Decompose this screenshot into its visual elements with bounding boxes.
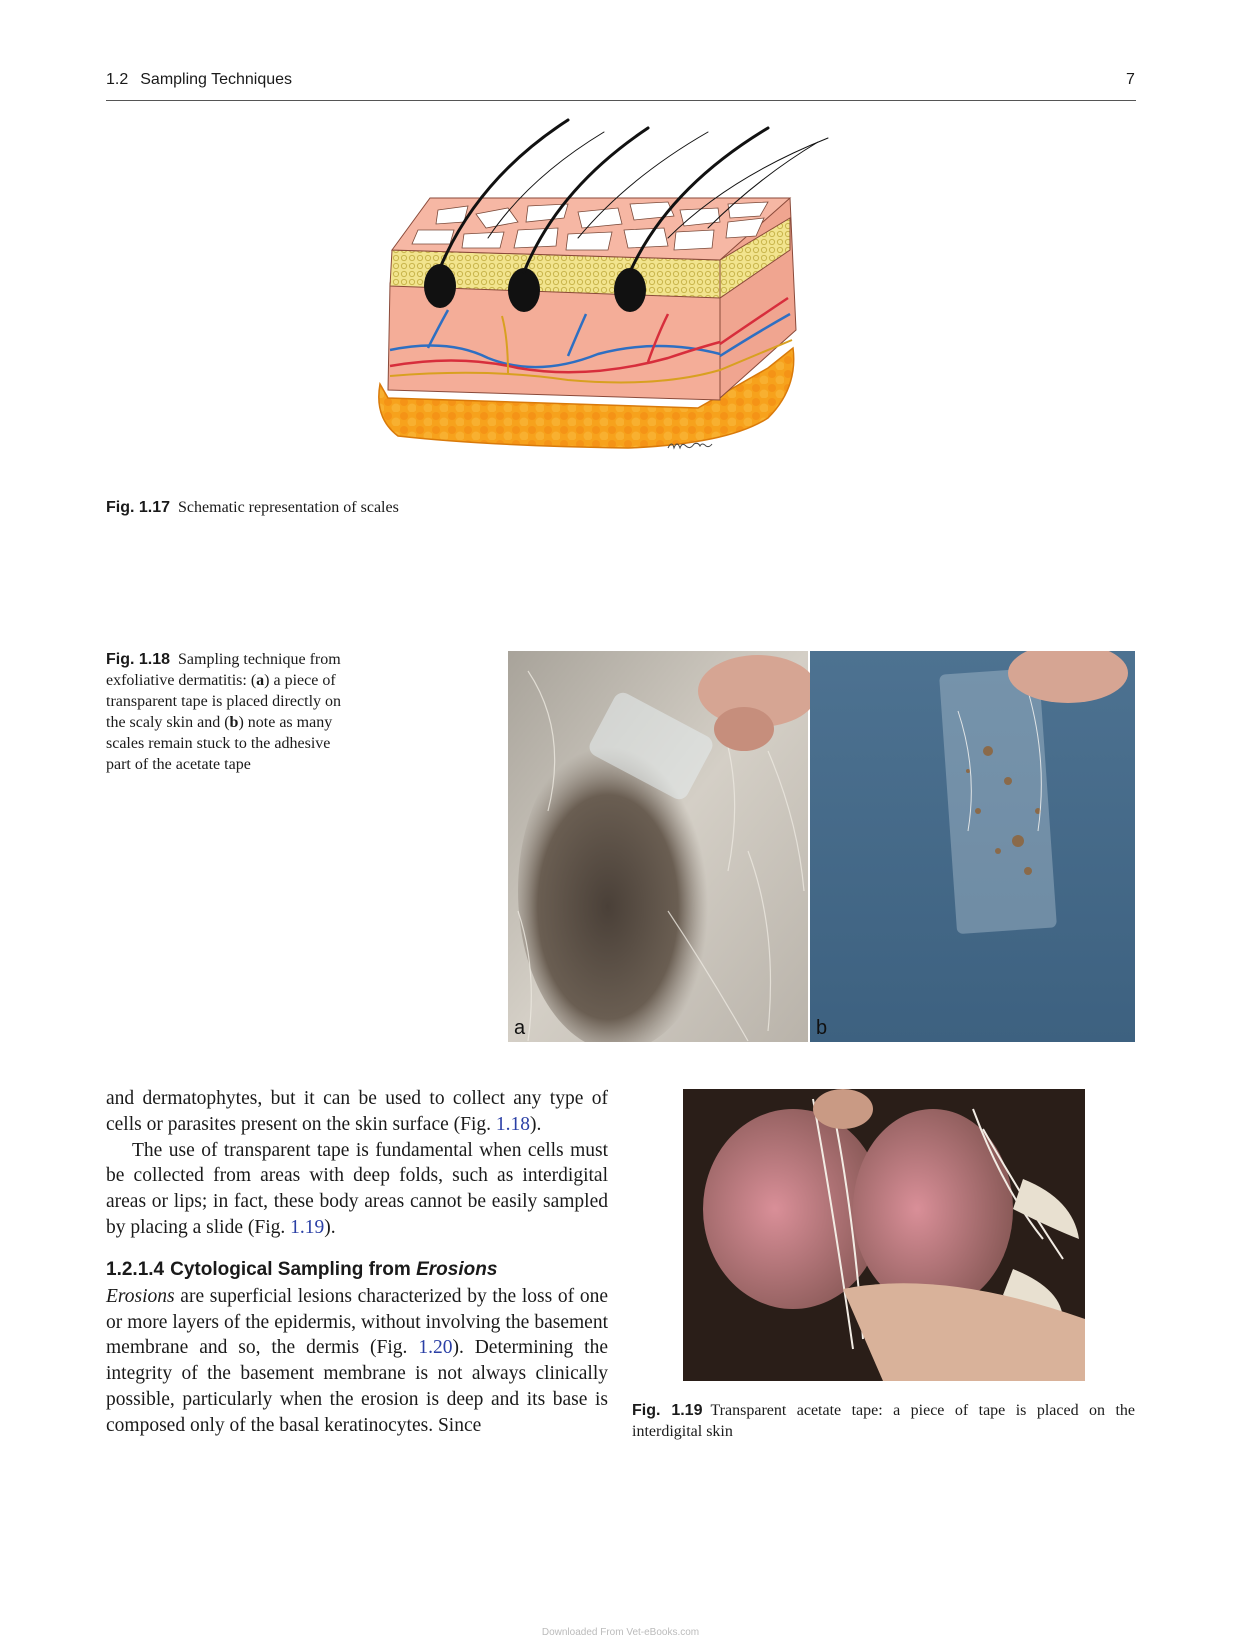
figure-label: Fig. 1.17: [106, 499, 171, 516]
figure-caption: Fig. 1.18 Sampling technique from exfoliative dermatitis: (a) a piece of transparent tape is placed directly on the scaly skin and (b) note as many scales remain stuck to the adhesive part of the acetate tape: [106, 651, 342, 773]
page-number: 7: [1126, 71, 1135, 88]
caption-text: Schematic representation of scales: [178, 499, 399, 516]
photo-panel-b: [810, 651, 1135, 1042]
running-header: [106, 71, 292, 89]
header-rule: [106, 100, 1136, 101]
skin-scales-illustration: [368, 118, 878, 478]
section-title: Sampling Techniques: [140, 71, 293, 88]
figure-caption: [632, 1400, 1135, 1442]
body-text: [106, 1086, 608, 1439]
figure-label: Fig. 1.19: [632, 1402, 703, 1419]
figure-ref-link[interactable]: 1.19: [290, 1216, 325, 1238]
paragraph: The use of transparent tape is fundamental when cells must be collected from areas with deep folds, such as interdigital areas or lips; in fact, these body areas cannot be easily sampled by placing a slide (Fig. 1.19).: [106, 1139, 608, 1238]
panel-label-a: a: [514, 1017, 526, 1039]
download-footer: Downloaded From Vet-eBooks.com: [541, 1627, 700, 1638]
panel-label-b: b: [816, 1017, 828, 1039]
figure-ref-link[interactable]: 1.20: [418, 1337, 453, 1359]
figure-caption: [106, 497, 399, 518]
photo-panel-a: [508, 651, 818, 1042]
section-number: 1.2: [106, 71, 129, 88]
tape-sampling-photos: [508, 651, 1135, 1042]
interdigital-tape-photo: [683, 1089, 1085, 1381]
paragraph: Erosions are superficial lesions characterized by the loss of one or more layers of the epidermis, without involving the basement membrane and so, the dermis (Fig. 1.20). Determining the integrity of the basement membrane is not always clinically possible, particularly when the erosion is deep and its base is composed only of the basal keratinocytes. Since: [106, 1285, 608, 1436]
figure-label: Fig. 1.18: [106, 651, 171, 668]
paragraph: and dermatophytes, but it can be used to collect any type of cells or parasites present on the skin surface (Fig. 1.18).: [106, 1088, 608, 1135]
caption-text: Transparent acetate tape: a piece of tape is placed on the interdigital skin: [632, 1402, 1135, 1440]
section-heading: 1.2.1.4 Cytological Sampling from Erosions: [106, 1258, 498, 1280]
figure-ref-link[interactable]: 1.18: [495, 1113, 531, 1135]
